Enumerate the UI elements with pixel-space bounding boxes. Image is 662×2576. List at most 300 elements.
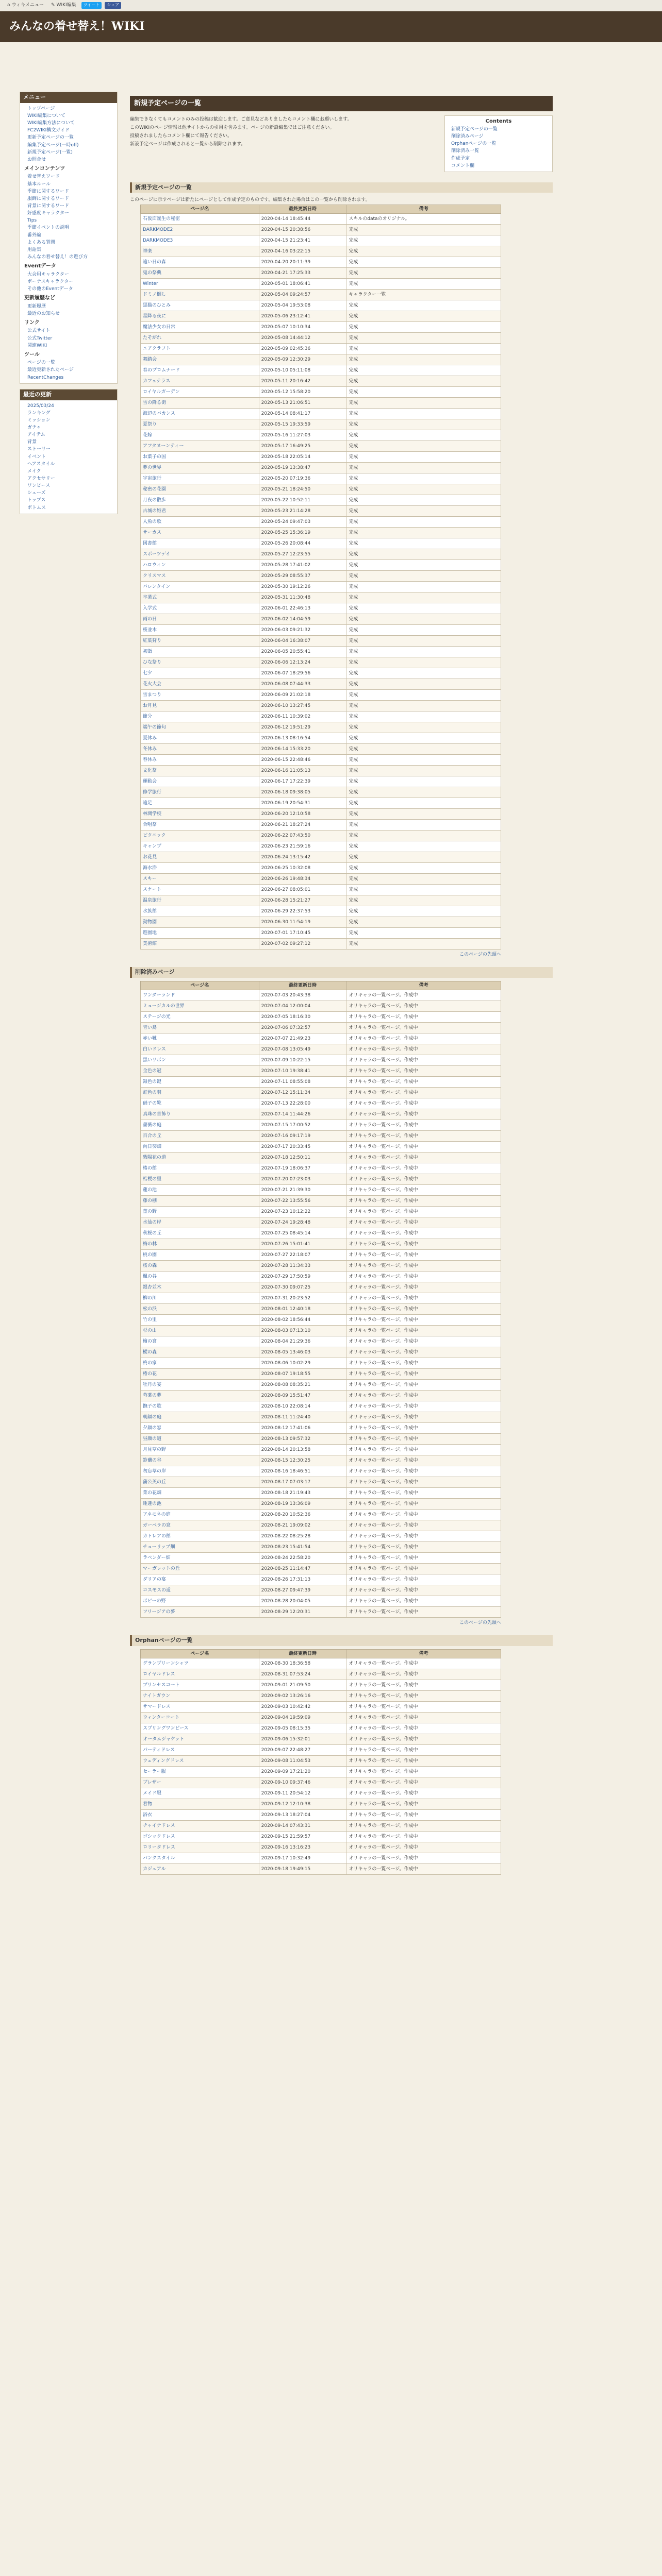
page-name-link[interactable]: ポピーの野 bbox=[141, 1596, 259, 1606]
sidebar-main-link[interactable]: Tips bbox=[27, 218, 37, 224]
page-name-link[interactable]: アフタヌーンティー bbox=[141, 440, 259, 451]
page-name-link[interactable]: 夏祭り bbox=[141, 419, 259, 430]
site-title[interactable]: みんなの着せ替え！WIKI bbox=[9, 20, 145, 33]
note-2: 投稿されましたらコメント欄にて報告ください。 bbox=[130, 133, 233, 139]
page-name-link[interactable]: ステージの光 bbox=[141, 1011, 259, 1022]
page-name-link[interactable]: 海辺のバカンス bbox=[141, 408, 259, 419]
page-name-link[interactable]: 入学式 bbox=[141, 603, 259, 614]
page-name-link[interactable]: 温泉旅行 bbox=[141, 895, 259, 906]
sidebar-recent-list bbox=[20, 400, 117, 514]
page-name-link[interactable]: 樅の森 bbox=[141, 1347, 259, 1358]
page-name-link[interactable]: 月夜の散歩 bbox=[141, 495, 259, 505]
page-name-link[interactable]: 竹の里 bbox=[141, 1314, 259, 1325]
sidebar-links-link[interactable]: 公式サイト bbox=[27, 328, 51, 334]
sidebar-history-link[interactable]: 最近のお知らせ bbox=[27, 311, 60, 316]
page-name-link[interactable]: スプリングワンピース bbox=[141, 1723, 259, 1734]
back-to-top-link[interactable]: このページの先頭へ bbox=[459, 952, 501, 957]
page-name-link[interactable]: 紫陽花の道 bbox=[141, 1152, 259, 1163]
note-cell: オリキャラの一覧ページ。作成中 bbox=[346, 1831, 501, 1842]
sidebar-main-link[interactable]: 番外編 bbox=[27, 232, 42, 238]
page-name-link[interactable]: 秘密の花園 bbox=[141, 484, 259, 495]
updated-date: 2020-08-15 12:30:25 bbox=[259, 1455, 346, 1466]
page-name-link[interactable]: コスモスの道 bbox=[141, 1585, 259, 1596]
table-row bbox=[141, 1022, 501, 1033]
col-page-header: ページ名 bbox=[141, 981, 259, 990]
updated-date: 2020-05-11 20:16:42 bbox=[259, 376, 346, 386]
table-row bbox=[141, 419, 501, 430]
page-name-link[interactable]: 牡丹の宴 bbox=[141, 1379, 259, 1390]
page-name-link[interactable]: ロイヤルガーデン bbox=[141, 386, 259, 397]
toc-item[interactable]: Orphanページの一覧 bbox=[451, 141, 496, 147]
page-name-link[interactable]: エアクラフト bbox=[141, 343, 259, 354]
page-name-link[interactable]: 古城の姫君 bbox=[141, 505, 259, 516]
page-name-link[interactable]: 蓮の池 bbox=[141, 1184, 259, 1195]
note-cell: 完成 bbox=[346, 938, 501, 949]
page-name-link[interactable]: ブレザー bbox=[141, 1777, 259, 1788]
page-name-link[interactable]: 楓の谷 bbox=[141, 1271, 259, 1282]
sidebar-links-link[interactable]: 関連WIKI bbox=[27, 343, 47, 348]
updated-date: 2020-07-30 09:07:25 bbox=[259, 1282, 346, 1293]
page-name-link[interactable]: 春のプロムナード bbox=[141, 365, 259, 376]
note-cell: 完成 bbox=[346, 614, 501, 624]
pencil-icon: ✎ bbox=[51, 3, 55, 8]
updated-date: 2020-08-19 13:36:09 bbox=[259, 1498, 346, 1509]
page-name-link[interactable]: フリージアの夢 bbox=[141, 1606, 259, 1617]
table-row bbox=[141, 1033, 501, 1044]
page-name-link[interactable]: 白いドレス bbox=[141, 1044, 259, 1055]
recent-update-link[interactable]: メイク bbox=[27, 468, 41, 474]
sidebar-main-link[interactable]: 用語集 bbox=[27, 247, 42, 252]
page-name-link[interactable]: 柊の家 bbox=[141, 1358, 259, 1368]
sidebar-event-link[interactable]: 大会用キャラクター bbox=[27, 272, 69, 277]
page-name-link[interactable]: バレンタイン bbox=[141, 581, 259, 592]
main-content bbox=[130, 96, 553, 1875]
sidebar-main-link[interactable]: 季節イベントの説明 bbox=[27, 225, 70, 231]
page-name-link[interactable]: 神楽 bbox=[141, 246, 259, 257]
table-row bbox=[141, 365, 501, 376]
note-cell: オリキャラの一覧ページ。作成中 bbox=[346, 1820, 501, 1831]
page-name-link[interactable]: 昼顔の道 bbox=[141, 1433, 259, 1444]
page-name-link[interactable]: 運動会 bbox=[141, 776, 259, 787]
page-name-link[interactable]: 雪の降る街 bbox=[141, 397, 259, 408]
page-name-link[interactable]: 向日葵畑 bbox=[141, 1141, 259, 1152]
page-name-link[interactable]: スキー bbox=[141, 873, 259, 884]
sidebar-menu-list bbox=[20, 103, 117, 383]
updated-date: 2020-05-01 18:06:41 bbox=[259, 278, 346, 289]
recent-update-link[interactable]: アイテム bbox=[27, 432, 45, 438]
page-name-link[interactable]: 着物 bbox=[141, 1799, 259, 1809]
table-row bbox=[141, 1390, 501, 1401]
recent-update-link[interactable]: アクセサリー bbox=[27, 476, 55, 481]
note-cell: オリキャラの一覧ページ。作成中 bbox=[346, 1734, 501, 1744]
share-button[interactable]: シェア bbox=[105, 2, 121, 9]
note-cell: 完成 bbox=[346, 927, 501, 938]
recent-update-link[interactable]: ヘアスタイル bbox=[27, 461, 55, 467]
page-name-link[interactable]: 宇宙旅行 bbox=[141, 473, 259, 484]
updated-date: 2020-05-30 19:12:26 bbox=[259, 581, 346, 592]
updated-date: 2020-05-20 07:19:36 bbox=[259, 473, 346, 484]
table-row bbox=[141, 354, 501, 365]
page-name-link[interactable]: オータムジャケット bbox=[141, 1734, 259, 1744]
note-cell: 完成 bbox=[346, 819, 501, 830]
page-name-link[interactable]: 星降る夜に bbox=[141, 311, 259, 321]
page-name-link[interactable]: 黒猫のひとみ bbox=[141, 300, 259, 311]
page-name-link[interactable]: 桔梗の里 bbox=[141, 1174, 259, 1184]
page-name-link[interactable]: 舞踏会 bbox=[141, 354, 259, 365]
page-name-link[interactable]: 椿の館 bbox=[141, 1163, 259, 1174]
back-to-top-link[interactable]: このページの先頭へ bbox=[459, 1620, 501, 1625]
page-name-link[interactable]: お菓子の国 bbox=[141, 451, 259, 462]
toc-item[interactable]: 削除済み一覧 bbox=[451, 148, 479, 154]
note-cell: オリキャラの一覧ページ。作成中 bbox=[346, 1120, 501, 1130]
page-name-link[interactable]: 水族館 bbox=[141, 906, 259, 917]
page-name-link[interactable]: ウェディングドレス bbox=[141, 1755, 259, 1766]
sidebar-menu-link[interactable]: 新規予定ページ(一覧) bbox=[27, 149, 73, 155]
table-row bbox=[141, 765, 501, 776]
recent-update-link[interactable]: ボトムス bbox=[27, 505, 46, 511]
wiki-edit-button[interactable]: ✎ WIKI編集 bbox=[51, 3, 76, 8]
sidebar-event-link[interactable]: その他のEventデータ bbox=[27, 286, 73, 292]
page-name-link[interactable]: 檜の宮 bbox=[141, 1336, 259, 1347]
wiki-menu-button[interactable]: ⌂ ウィキメニュー bbox=[7, 3, 44, 8]
updated-date: 2020-07-25 08:45:14 bbox=[259, 1228, 346, 1239]
note-cell: オリキャラの一覧ページ。作成中 bbox=[346, 1076, 501, 1087]
table-row bbox=[141, 754, 501, 765]
recent-update-link[interactable]: ミッション bbox=[27, 417, 51, 423]
sidebar-menu-link[interactable]: 編集予定ページ(一時off) bbox=[27, 142, 79, 148]
table-row bbox=[141, 1680, 501, 1690]
sidebar-main-link[interactable]: 背景に関するワード bbox=[27, 204, 70, 209]
page-name-link[interactable]: 撫子の歌 bbox=[141, 1401, 259, 1412]
page-name-link[interactable]: 浴衣 bbox=[141, 1809, 259, 1820]
sidebar-menu-link[interactable]: 更新予定ページの一覧 bbox=[27, 135, 74, 141]
note-cell: オリキャラの一覧ページ。作成中 bbox=[346, 1022, 501, 1033]
page-name-link[interactable]: カジュアル bbox=[141, 1863, 259, 1874]
page-name-link[interactable]: キャンプ bbox=[141, 841, 259, 852]
page-name-link[interactable]: 柳の川 bbox=[141, 1293, 259, 1303]
page-name-link[interactable]: 硝子の靴 bbox=[141, 1098, 259, 1109]
page-name-link[interactable]: 花火大会 bbox=[141, 679, 259, 689]
page-name-link[interactable]: 虹色の羽 bbox=[141, 1087, 259, 1098]
page-name-link[interactable]: 黒いリボン bbox=[141, 1055, 259, 1065]
page-name-link[interactable]: ロリータドレス bbox=[141, 1842, 259, 1853]
page-name-link[interactable]: アネモネの庭 bbox=[141, 1509, 259, 1520]
table-row bbox=[141, 1477, 501, 1487]
page-name-link[interactable]: 鬼の祭典 bbox=[141, 267, 259, 278]
page-name-link[interactable]: 紅葉狩り bbox=[141, 635, 259, 646]
note-cell: 完成 bbox=[346, 376, 501, 386]
updated-date: 2020-07-29 17:50:59 bbox=[259, 1271, 346, 1282]
sidebar-main-link[interactable]: 着せ替えワード bbox=[27, 174, 60, 180]
page-name-link[interactable]: 美術館 bbox=[141, 938, 259, 949]
page-name-link[interactable]: カトレアの館 bbox=[141, 1531, 259, 1541]
table-of-contents bbox=[444, 115, 553, 172]
note-cell: オリキャラの一覧ページ。作成中 bbox=[346, 1788, 501, 1799]
recent-update-link[interactable]: ワンピース bbox=[27, 483, 51, 489]
updated-date: 2020-08-12 17:41:06 bbox=[259, 1422, 346, 1433]
sidebar-menu-link[interactable]: トップページ bbox=[27, 106, 55, 111]
page-name-link[interactable]: 薔薇の庭 bbox=[141, 1120, 259, 1130]
page-name-link[interactable]: 花嫁 bbox=[141, 430, 259, 440]
sidebar-main-link[interactable]: みんなの着せ替え！の遊び方 bbox=[27, 255, 88, 260]
page-name-link[interactable]: 卒業式 bbox=[141, 592, 259, 603]
page-name-link[interactable]: パンクスタイル bbox=[141, 1853, 259, 1863]
sidebar-menu-link[interactable]: WIKI編集について bbox=[27, 113, 65, 118]
page-name-link[interactable]: ゴシックドレス bbox=[141, 1831, 259, 1842]
updated-date: 2020-07-01 17:10:45 bbox=[259, 927, 346, 938]
page-name-link[interactable]: サーカス bbox=[141, 527, 259, 538]
page-name-link[interactable]: ラベンダー畑 bbox=[141, 1552, 259, 1563]
col-date-header: 最終更新日時 bbox=[259, 981, 346, 990]
updated-date: 2020-08-09 15:51:47 bbox=[259, 1390, 346, 1401]
updated-date: 2020-07-13 22:28:00 bbox=[259, 1098, 346, 1109]
page-name-link[interactable]: 林間学校 bbox=[141, 808, 259, 819]
updated-date: 2020-06-29 22:37:53 bbox=[259, 906, 346, 917]
table-row bbox=[141, 386, 501, 397]
updated-date: 2020-09-07 22:48:27 bbox=[259, 1744, 346, 1755]
page-name-link[interactable]: 杉の山 bbox=[141, 1325, 259, 1336]
table-row bbox=[141, 451, 501, 462]
page-name-link[interactable]: セーラー服 bbox=[141, 1766, 259, 1777]
sidebar-tools-link[interactable]: 最近更新されたページ bbox=[27, 367, 74, 373]
page-name-link[interactable]: 松の浜 bbox=[141, 1303, 259, 1314]
sidebar-tools-link[interactable]: RecentChanges bbox=[27, 375, 64, 380]
table-row bbox=[141, 1239, 501, 1249]
page-name-link[interactable]: 夏休み bbox=[141, 733, 259, 743]
page-name-link[interactable]: チャイナドレス bbox=[141, 1820, 259, 1831]
page-name-link[interactable]: 合唱祭 bbox=[141, 819, 259, 830]
page-name-link[interactable]: 文化祭 bbox=[141, 765, 259, 776]
page-name-link[interactable]: サマードレス bbox=[141, 1701, 259, 1712]
page-name-link[interactable]: 鈴蘭の谷 bbox=[141, 1455, 259, 1466]
sidebar-history-link[interactable]: 更新履歴 bbox=[27, 303, 46, 309]
page-name-link[interactable]: 冬休み bbox=[141, 743, 259, 754]
table-row bbox=[141, 1293, 501, 1303]
page-name-link[interactable]: 水仙の岸 bbox=[141, 1217, 259, 1228]
page-name-link[interactable]: 夕顔の窓 bbox=[141, 1422, 259, 1433]
home-icon: ⌂ bbox=[7, 3, 10, 8]
page-name-link[interactable]: 七夕 bbox=[141, 668, 259, 679]
sidebar-tools-link[interactable]: ページの一覧 bbox=[27, 360, 55, 366]
updated-date: 2020-05-26 20:08:44 bbox=[259, 538, 346, 549]
page-name-link[interactable]: 朝顔の庭 bbox=[141, 1412, 259, 1422]
updated-date: 2020-08-16 18:46:51 bbox=[259, 1466, 346, 1477]
sidebar-main-link[interactable]: 好感度キャラクター bbox=[27, 211, 69, 216]
page-name-link[interactable]: プリンセスコート bbox=[141, 1680, 259, 1690]
toc-item[interactable]: 新規予定ページの一覧 bbox=[451, 127, 498, 132]
page-name-link[interactable]: クリスマス bbox=[141, 570, 259, 581]
page-name-link[interactable]: パーティドレス bbox=[141, 1744, 259, 1755]
page-name-link[interactable]: メイド服 bbox=[141, 1788, 259, 1799]
page-name-link[interactable]: 月見草の野 bbox=[141, 1444, 259, 1455]
recent-update-link[interactable]: 2025/03/24 bbox=[27, 403, 54, 409]
table-row bbox=[141, 570, 501, 581]
updated-date: 2020-07-21 21:39:30 bbox=[259, 1184, 346, 1195]
page-name-link[interactable]: ひな祭り bbox=[141, 657, 259, 668]
page-name-link[interactable]: 動物園 bbox=[141, 917, 259, 927]
toc-item[interactable]: 作成予定 bbox=[451, 156, 470, 161]
updated-date: 2020-05-10 05:11:08 bbox=[259, 365, 346, 376]
note-cell: 完成 bbox=[346, 906, 501, 917]
page-name-link[interactable]: ピクニック bbox=[141, 830, 259, 841]
table-row bbox=[141, 700, 501, 711]
page-name-link[interactable]: 赤い靴 bbox=[141, 1033, 259, 1044]
page-name-link[interactable]: 初詣 bbox=[141, 646, 259, 657]
page-name-link[interactable]: 修学旅行 bbox=[141, 787, 259, 798]
recent-update-link[interactable]: ガチャ bbox=[27, 425, 41, 430]
page-name-link[interactable]: 真珠の首飾り bbox=[141, 1109, 259, 1120]
updated-date: 2020-05-17 16:49:25 bbox=[259, 440, 346, 451]
page-name-link[interactable]: ダリアの宴 bbox=[141, 1574, 259, 1585]
recent-update-link[interactable]: トップス bbox=[27, 498, 46, 503]
page-name-link[interactable]: 雪まつり bbox=[141, 689, 259, 700]
sidebar-main-link[interactable]: 服飾に関するワード bbox=[27, 196, 70, 201]
page-name-link[interactable]: 菫の野 bbox=[141, 1206, 259, 1217]
page-name-link[interactable]: 青い鳥 bbox=[141, 1022, 259, 1033]
page-name-link[interactable]: 桜の森 bbox=[141, 1260, 259, 1271]
recent-update-link[interactable]: ランキング bbox=[27, 410, 51, 416]
note-cell: オリキャラの一覧ページ。作成中 bbox=[346, 1552, 501, 1563]
page-name-link[interactable]: ハロウィン bbox=[141, 560, 259, 570]
updated-date: 2020-06-18 09:38:05 bbox=[259, 787, 346, 798]
page-name-link[interactable]: ガーベラの窓 bbox=[141, 1520, 259, 1531]
recent-update-link[interactable]: ストーリー bbox=[27, 447, 51, 452]
table-row bbox=[141, 624, 501, 635]
table-row bbox=[141, 1799, 501, 1809]
page-name-link[interactable]: 春休み bbox=[141, 754, 259, 765]
page-name-link[interactable]: カフェテラス bbox=[141, 376, 259, 386]
table-row bbox=[141, 1563, 501, 1574]
table-row bbox=[141, 246, 501, 257]
note-cell: 完成 bbox=[346, 473, 501, 484]
page-name-link[interactable]: ウィンターコート bbox=[141, 1712, 259, 1723]
note-cell: 完成 bbox=[346, 321, 501, 332]
table-row bbox=[141, 516, 501, 527]
page-name-link[interactable]: 蒲公英の丘 bbox=[141, 1477, 259, 1487]
sidebar-menu-link[interactable]: WIKI編集方法について bbox=[27, 121, 75, 126]
toc-item[interactable]: コメント欄 bbox=[451, 163, 475, 168]
table-row bbox=[141, 430, 501, 440]
page-name-link[interactable]: スポーツデイ bbox=[141, 549, 259, 560]
sidebar-main-link[interactable]: 季節に関するワード bbox=[27, 189, 70, 194]
sidebar-menu-link[interactable]: お問合せ bbox=[27, 157, 46, 162]
page-name-link[interactable]: ナイトガウン bbox=[141, 1690, 259, 1701]
table-row bbox=[141, 1260, 501, 1271]
table-row bbox=[141, 1853, 501, 1863]
page-name-link[interactable]: 秋桜の丘 bbox=[141, 1228, 259, 1239]
page-name-link[interactable]: Winter bbox=[141, 278, 259, 289]
page-name-link[interactable]: 雨の日 bbox=[141, 614, 259, 624]
updated-date: 2020-06-01 22:46:13 bbox=[259, 603, 346, 614]
page-name-link[interactable]: スケート bbox=[141, 884, 259, 895]
intro-text: 編集できなくてもコメントのみの投稿は歓迎します。ご意見などありましたらコメント欄にお願いします。 bbox=[130, 116, 352, 122]
page-name-link[interactable]: 勿忘草の岸 bbox=[141, 1466, 259, 1477]
table-row bbox=[141, 906, 501, 917]
page-name-link[interactable]: ミュージカルの世界 bbox=[141, 1001, 259, 1011]
page-name-link[interactable]: 人魚の歌 bbox=[141, 516, 259, 527]
page-name-link[interactable]: マーガレットの丘 bbox=[141, 1563, 259, 1574]
page-name-link[interactable]: DARKMODE3 bbox=[141, 235, 259, 246]
page-name-link[interactable]: ロイヤルドレス bbox=[141, 1669, 259, 1680]
page-name-link[interactable]: 魔法少女の日常 bbox=[141, 321, 259, 332]
page-name-link[interactable]: 藤の棚 bbox=[141, 1195, 259, 1206]
note-cell: オリキャラの一覧ページ。作成中 bbox=[346, 1520, 501, 1531]
updated-date: 2020-06-25 10:32:08 bbox=[259, 862, 346, 873]
page-name-link[interactable]: DARKMODE2 bbox=[141, 224, 259, 235]
page-name-link[interactable]: 芍薬の夢 bbox=[141, 1390, 259, 1401]
page-name-link[interactable]: 節分 bbox=[141, 711, 259, 722]
sidebar-event-link[interactable]: ボーナスキャラクター bbox=[27, 279, 74, 284]
updated-date: 2020-08-25 11:14:47 bbox=[259, 1563, 346, 1574]
note-cell: オリキャラの一覧ページ。作成中 bbox=[346, 1701, 501, 1712]
page-name-link[interactable]: 図書館 bbox=[141, 538, 259, 549]
page-name-link[interactable]: たそがれ bbox=[141, 332, 259, 343]
sidebar-menu-link[interactable]: FC2WIKI構文ガイド bbox=[27, 128, 70, 133]
page-name-link[interactable]: 遠い日の森 bbox=[141, 257, 259, 267]
page-name-link[interactable]: グランプリーンシャツ bbox=[141, 1658, 259, 1669]
recent-update-link[interactable]: 背景 bbox=[27, 439, 37, 445]
page-name-link[interactable]: 遊園地 bbox=[141, 927, 259, 938]
toc-item[interactable]: 削除済みページ bbox=[451, 134, 484, 140]
table-row bbox=[141, 1520, 501, 1531]
page-name-link[interactable]: 銀杏並木 bbox=[141, 1282, 259, 1293]
note-cell: オリキャラの一覧ページ。作成中 bbox=[346, 1744, 501, 1755]
updated-date: 2020-06-16 11:05:13 bbox=[259, 765, 346, 776]
recent-update-link[interactable]: シューズ bbox=[27, 490, 46, 496]
sidebar-main-link[interactable]: 基本ルール bbox=[27, 181, 51, 187]
table-row bbox=[141, 1336, 501, 1347]
table-row bbox=[141, 538, 501, 549]
page-name-link[interactable]: 睡蓮の池 bbox=[141, 1498, 259, 1509]
page-name-link[interactable]: お花見 bbox=[141, 852, 259, 862]
note-cell: オリキャラの一覧ページ。作成中 bbox=[346, 1055, 501, 1065]
note-cell: オリキャラの一覧ページ。作成中 bbox=[346, 1271, 501, 1282]
page-name-link[interactable]: 端午の節句 bbox=[141, 722, 259, 733]
page-name-link[interactable]: 石仮面誕生の秘密 bbox=[141, 213, 259, 224]
page-name-link[interactable]: 遠足 bbox=[141, 798, 259, 808]
page-name-link[interactable]: チューリップ畑 bbox=[141, 1541, 259, 1552]
page-name-link[interactable]: 梅の林 bbox=[141, 1239, 259, 1249]
note-cell: オリキャラの一覧ページ。作成中 bbox=[346, 1087, 501, 1098]
page-name-link[interactable]: 桃の園 bbox=[141, 1249, 259, 1260]
note-cell: 完成 bbox=[346, 224, 501, 235]
sidebar-links-link[interactable]: 公式Twitter bbox=[27, 335, 53, 341]
page-name-link[interactable]: 菜の花畑 bbox=[141, 1487, 259, 1498]
sidebar-main-link[interactable]: よくある質問 bbox=[27, 240, 56, 245]
page-name-link[interactable]: 夢の世界 bbox=[141, 462, 259, 473]
page-name-link[interactable]: お月見 bbox=[141, 700, 259, 711]
note-cell: 完成 bbox=[346, 798, 501, 808]
page-name-link[interactable]: 海水浴 bbox=[141, 862, 259, 873]
page-name-link[interactable]: 桜並木 bbox=[141, 624, 259, 635]
tweet-button[interactable]: ツイート bbox=[81, 2, 102, 9]
page-name-link[interactable]: ワンダーランド bbox=[141, 990, 259, 1001]
page-name-link[interactable]: 椿の花 bbox=[141, 1368, 259, 1379]
note-cell: オリキャラの一覧ページ。作成中 bbox=[346, 1239, 501, 1249]
table-row bbox=[141, 1282, 501, 1293]
page-name-link[interactable]: 金色の冠 bbox=[141, 1065, 259, 1076]
page-name-link[interactable]: ドミノ倒し bbox=[141, 289, 259, 300]
note-cell: 完成 bbox=[346, 808, 501, 819]
updated-date: 2020-05-16 11:27:03 bbox=[259, 430, 346, 440]
updated-date: 2020-06-13 08:16:54 bbox=[259, 733, 346, 743]
updated-date: 2020-06-04 16:38:07 bbox=[259, 635, 346, 646]
page-name-link[interactable]: 銀色の鍵 bbox=[141, 1076, 259, 1087]
page-name-link[interactable]: 百合の丘 bbox=[141, 1130, 259, 1141]
recent-update-link[interactable]: イベント bbox=[27, 454, 46, 460]
table-row bbox=[141, 527, 501, 538]
updated-date: 2020-08-06 10:02:29 bbox=[259, 1358, 346, 1368]
